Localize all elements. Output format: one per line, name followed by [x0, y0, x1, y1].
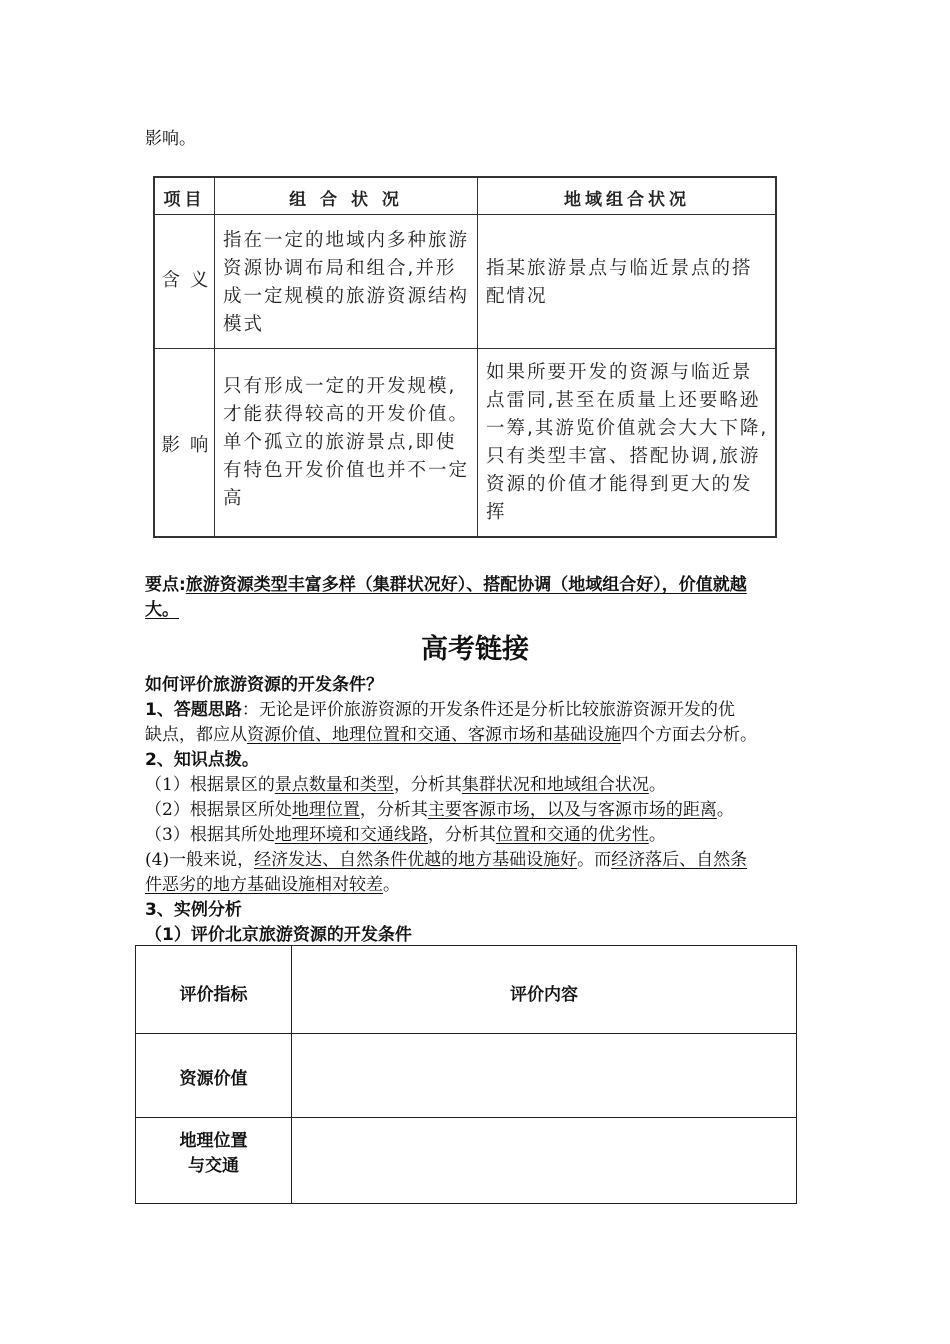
- p2-underline-2: 主要客源市场，以及与客源市场的距离: [427, 800, 717, 820]
- evaluation-table: [135, 945, 797, 1204]
- item1-text: 无论是评价旅游资源的开发条件还是分析比较旅游资源开发的优: [258, 700, 735, 720]
- keypoint-text-end: 大。: [145, 600, 179, 620]
- p1-pre: （1）根据景区的: [145, 775, 275, 795]
- row-location-line1: 地理位置: [179, 1131, 248, 1151]
- row-label-impact: 影 响: [161, 435, 211, 456]
- row-resource-value: 资源价值: [179, 1069, 248, 1089]
- p2-underline-1: 地理位置: [291, 800, 360, 820]
- p4-underline-2: 经济落后、自然条: [611, 850, 748, 870]
- header-combination: 组 合 状 况: [289, 190, 403, 210]
- item2-point-2: [145, 798, 734, 823]
- p2-mid: ，分析其: [359, 800, 428, 820]
- keypoint-text: 旅游资源类型丰富多样（集群状况好）、搭配协调（地域组合好），价值就越: [185, 575, 747, 595]
- p1-post: 。: [648, 775, 666, 795]
- keypoint-line1: [145, 573, 747, 598]
- resource-value-cell[interactable]: [292, 1034, 796, 1116]
- p4-mid: 。而: [577, 850, 612, 870]
- p4-underline-3: 件恶劣的地方基础设施相对较差: [145, 875, 383, 895]
- item2-point-4-cont: [145, 873, 400, 898]
- p4-underline-1: 经济发达、自然条件优越的地方基础设施好: [254, 850, 578, 870]
- table-rule: [214, 178, 215, 536]
- impact-combination: 只有形成一定的开发规模,才能获得较高的开发价值。单个孤立的旅游景点,即使有特色开发价值也并不一定高: [223, 376, 470, 509]
- header-content: 评价内容: [510, 985, 578, 1005]
- row-location-line2: 与交通: [188, 1156, 239, 1176]
- p3-mid: ，分析其: [427, 825, 496, 845]
- item1-text-underlined: 资源价值、地理位置和交通、客源市场和基础设施: [247, 725, 621, 745]
- item3-subheading: （1）评价北京旅游资源的开发条件: [145, 925, 412, 945]
- header-item: 项目: [163, 190, 206, 210]
- p4-post: 。: [383, 875, 400, 895]
- intro-text: 影响。: [145, 129, 196, 149]
- p2-pre: （2）根据景区所处: [145, 800, 292, 820]
- comparison-table: [153, 176, 777, 538]
- p3-underline-1: 地理环境和交通线路: [274, 825, 428, 845]
- table-rule: [477, 178, 478, 536]
- item1-heading: 1、答题思路: [145, 700, 242, 720]
- table-rule: [155, 214, 775, 215]
- item1-colon: ：: [241, 700, 259, 720]
- item2-point-1: [145, 773, 666, 798]
- impact-regional: 如果所要开发的资源与临近景点雷同,甚至在质量上还要略逊一筹,其游览价值就会大大下降,只有类型丰富、搭配协调,旅游资源的价值才能得到更大的发挥: [486, 362, 769, 523]
- table-rule: [155, 348, 775, 349]
- row-label-meaning: 含 义: [161, 270, 211, 291]
- p3-underline-2: 位置和交通的优劣性: [495, 825, 649, 845]
- p2-post: 。: [716, 800, 734, 820]
- item3-heading: 3、实例分析: [145, 900, 242, 920]
- section-title: 高考链接: [421, 634, 529, 665]
- header-regional: 地域组合状况: [564, 190, 690, 210]
- p4-pre: (4)一般来说，: [145, 850, 255, 870]
- keypoint-line2: [145, 598, 179, 623]
- keypoint-label: 要点:: [145, 575, 186, 595]
- item1-line1: [145, 698, 735, 723]
- location-cell[interactable]: [292, 1118, 796, 1203]
- meaning-combination: 指在一定的地域内多种旅游资源协调布局和组合,并形成一定规模的旅游资源结构模式: [223, 230, 470, 335]
- p1-underline-2: 集群状况和地域组合状况: [461, 775, 649, 795]
- item1-line2: [145, 723, 757, 748]
- p3-post: 。: [648, 825, 666, 845]
- question: 如何评价旅游资源的开发条件？: [145, 675, 383, 695]
- item2-point-3: [145, 823, 666, 848]
- item2-heading: 2、知识点拨。: [145, 750, 259, 770]
- item1-text-post: 四个方面去分析。: [621, 725, 757, 745]
- item2-point-4: [145, 848, 747, 873]
- p1-mid: ，分析其: [393, 775, 462, 795]
- meaning-regional: 指某旅游景点与临近景点的搭配情况: [486, 258, 753, 307]
- header-indicator: 评价指标: [179, 985, 248, 1005]
- p3-pre: （3）根据其所处: [145, 825, 275, 845]
- item1-text-pre: 缺点，都应从: [145, 725, 247, 745]
- p1-underline-1: 景点数量和类型: [274, 775, 394, 795]
